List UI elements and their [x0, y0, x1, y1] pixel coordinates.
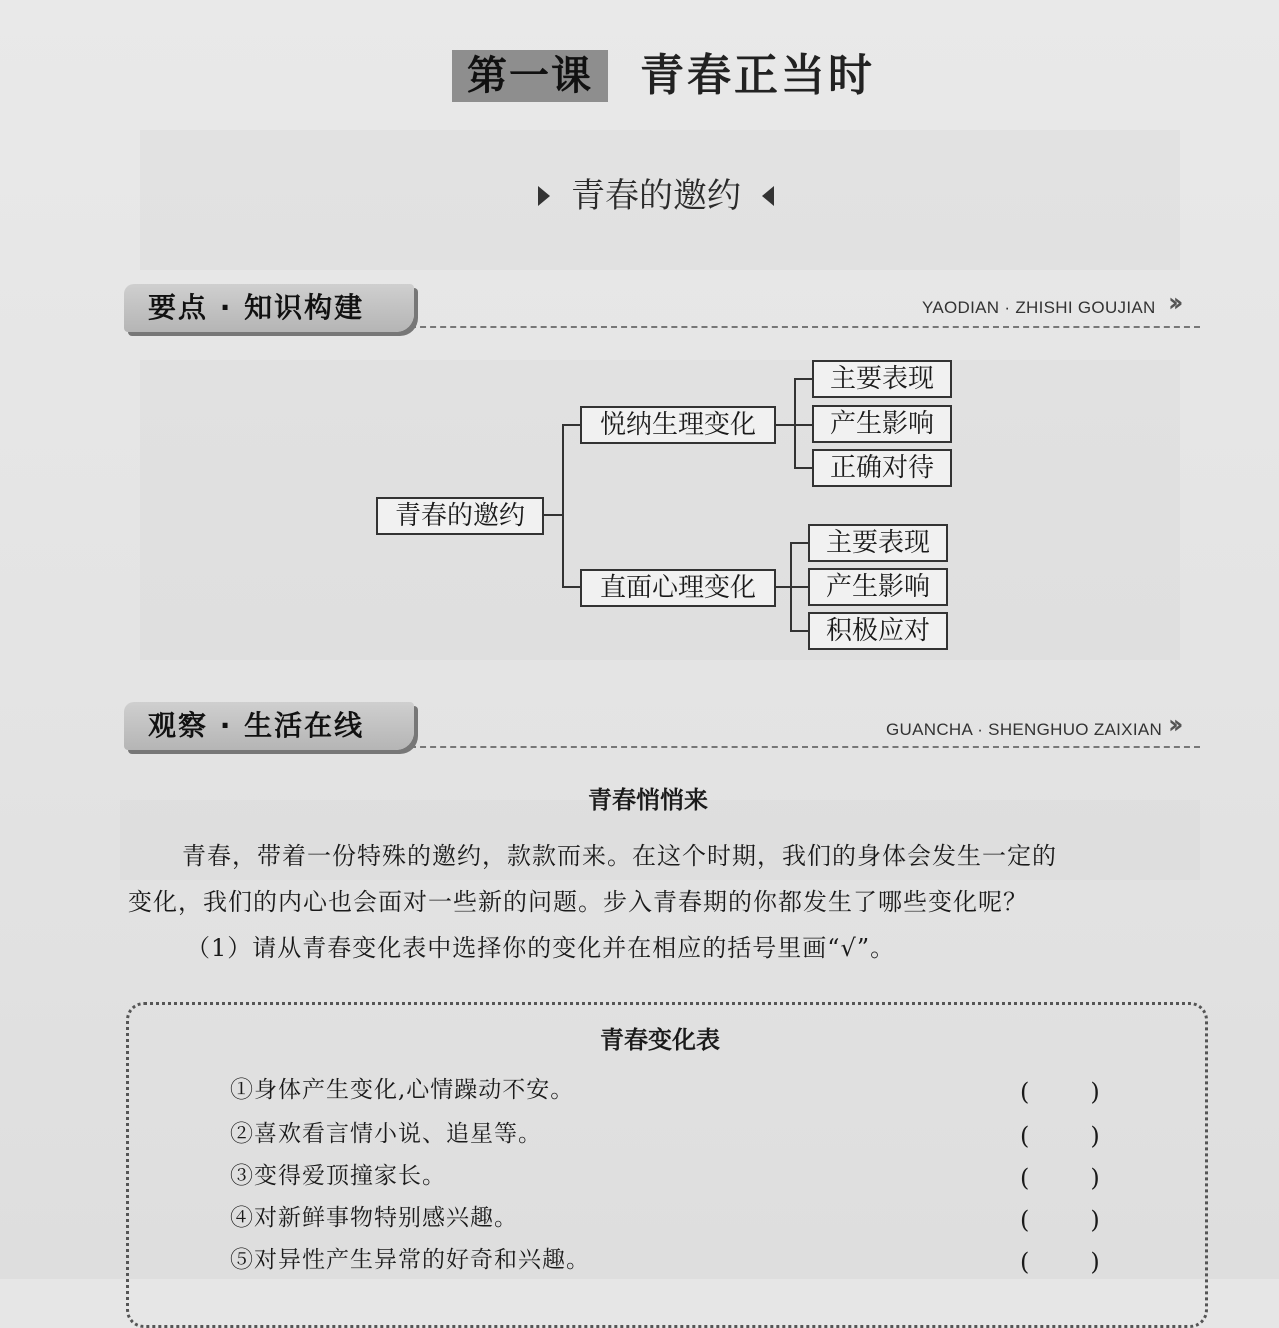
- section-banner-knowledge: [124, 284, 414, 332]
- connector-line: [542, 514, 564, 516]
- double-chevron-icon: ››: [1168, 288, 1178, 318]
- paragraph-line: 变化，我们的内心也会面对一些新的问题。步入青春期的你都发生了哪些变化呢？: [128, 888, 1028, 916]
- change-item: ②喜欢看言情小说、追星等。: [230, 1121, 542, 1147]
- mindmap-leaf: 积极应对: [808, 612, 948, 650]
- answer-parentheses[interactable]: ( ): [1020, 1078, 1100, 1106]
- connector-line: [562, 424, 564, 588]
- answer-parentheses[interactable]: ( ): [1020, 1248, 1100, 1276]
- section-subtitle: 青春的邀约: [571, 176, 741, 216]
- lesson-number: 第一课: [452, 50, 608, 102]
- mindmap-leaf: 产生影响: [812, 405, 952, 443]
- mindmap-root: 青春的邀约: [376, 497, 544, 535]
- mindmap-branch: 悦纳生理变化: [580, 406, 776, 444]
- mindmap-leaf: 正确对待: [812, 449, 952, 487]
- change-item: ⑤对异性产生异常的好奇和兴趣。: [230, 1247, 590, 1273]
- answer-parentheses[interactable]: ( ): [1020, 1206, 1100, 1234]
- change-item: ④对新鲜事物特别感兴趣。: [230, 1205, 518, 1231]
- answer-parentheses[interactable]: ( ): [1020, 1164, 1100, 1192]
- connector-line: [790, 586, 808, 588]
- answer-parentheses[interactable]: ( ): [1020, 1122, 1100, 1150]
- mindmap-leaf: 产生影响: [808, 568, 948, 606]
- connector-line: [562, 424, 580, 426]
- bleed-through: [140, 360, 1180, 660]
- connector-line: [794, 467, 812, 469]
- change-table-title: 青春变化表: [600, 1026, 720, 1054]
- connector-line: [794, 424, 812, 426]
- question-text: （1）请从青春变化表中选择你的变化并在相应的括号里画“√”。: [186, 934, 896, 962]
- lesson-title: 青春正当时: [640, 50, 875, 101]
- dashed-divider: [410, 326, 1200, 328]
- paragraph-line: 青春，带着一份特殊的邀约，款款而来。在这个时期，我们的身体会发生一定的: [182, 842, 1057, 870]
- section-banner-label: 观察 · 生活在线: [148, 709, 365, 742]
- section-banner-observe: [124, 702, 414, 750]
- connector-line: [562, 586, 580, 588]
- mindmap-leaf: 主要表现: [812, 360, 952, 398]
- activity-title: 青春悄悄来: [588, 786, 708, 814]
- connector-line: [790, 542, 808, 544]
- section-banner-label: 要点 · 知识构建: [148, 291, 365, 324]
- mindmap-leaf: 主要表现: [808, 524, 948, 562]
- section-pinyin: GUANCHA · SHENGHUO ZAIXIAN: [886, 720, 1163, 739]
- connector-line: [774, 424, 796, 426]
- dashed-divider: [410, 746, 1200, 748]
- connector-line: [790, 630, 808, 632]
- section-pinyin: YAODIAN · ZHISHI GOUJIAN: [922, 298, 1156, 317]
- double-chevron-icon: ››: [1168, 710, 1178, 740]
- change-item: ①身体产生变化,心情躁动不安。: [230, 1077, 575, 1103]
- change-item: ③变得爱顶撞家长。: [230, 1163, 446, 1189]
- connector-line: [794, 378, 796, 468]
- left-triangle-icon: [762, 186, 774, 206]
- connector-line: [794, 378, 812, 380]
- mindmap-branch: 直面心理变化: [580, 569, 776, 607]
